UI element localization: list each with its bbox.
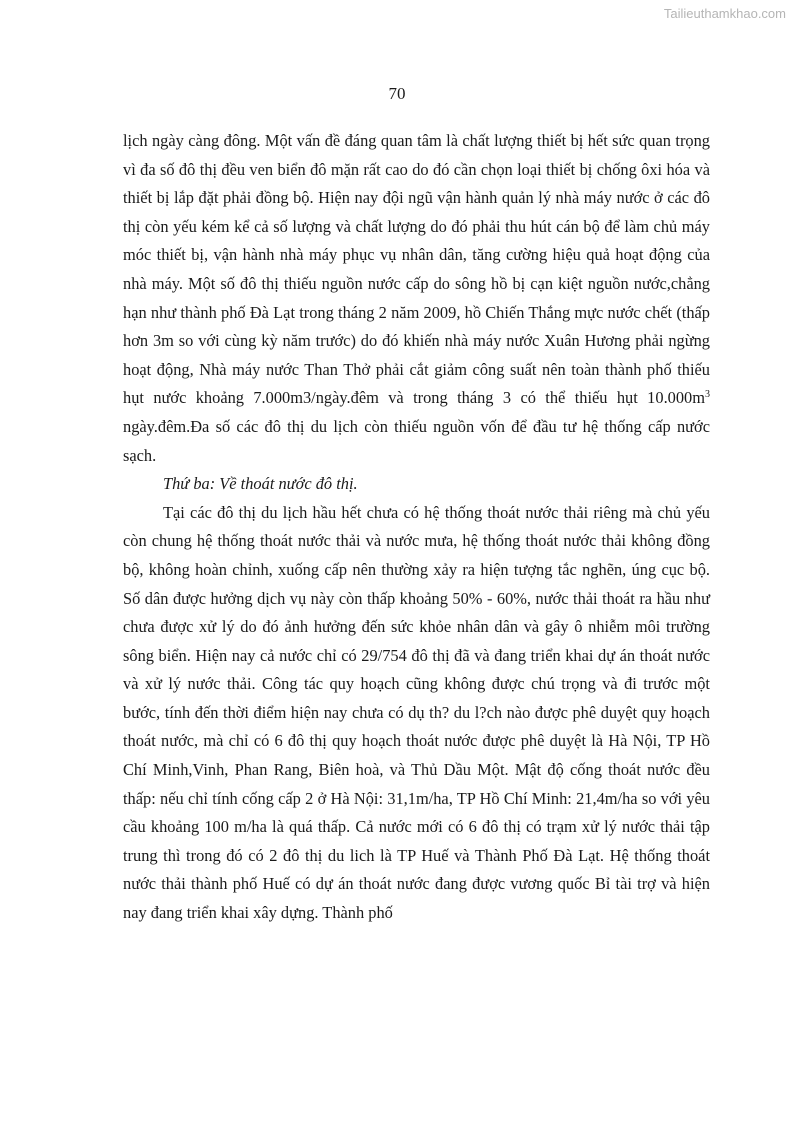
section-heading: Thứ ba: Về thoát nước đô thị. — [163, 474, 358, 494]
paragraph-text: lịch ngày càng đông. Một vấn đề đáng quan tâm là chất lượng thiết bị hết sức quan trọng vì đa số đô thị đều ven biển đô mặn rất cao do đó cần chọn loại thiết bị chống ôxi hóa và thiết bị lắp đặt phải đồng bộ. Hiện nay đội ngũ vận hành quản lý nhà máy nước ở các đô thị còn yếu kém kể cả số lượng và chất lượng do đó phải thu hút cán bộ để làm chủ máy móc thiết bị, vận hành nhà máy phục vụ nhân dân, tăng cường hiệu quả hoạt động của nhà máy. Một số đô thị thiếu nguồn nước cấp do sông hồ bị cạn kiệt nguồn nước,chẳng hạn như thành phố Đà Lạt trong tháng 2 năm 2009, hồ Chiến Thắng mực nước chết (thấp hơn 3m so với cùng kỳ năm trước) do đó khiến nhà máy nước Xuân Hương phải ngừng hoạt động, Nhà máy nước Than Thở phải cắt giảm công suất nên toàn thành phố thiếu hụt nước khoảng 7.000m3/ngày.đêm và trong tháng 3 có thể thiếu hụt 10.000m — [123, 131, 710, 408]
superscript: 3 — [705, 389, 710, 401]
paragraph-water-supply — [123, 127, 710, 470]
paragraph-text-continued: ngày.đêm.Đa số các đô thị du lịch còn thiếu nguồn vốn để đầu tư hệ thống cấp nước sạch. — [123, 416, 710, 465]
paragraph-drainage: Tại các đô thị du lịch hầu hết chưa có hệ thống thoát nước thải riêng mà chủ yếu còn chung hệ thống thoát nước thải và nước mưa, hệ thống thoát nước thải không đồng bộ, không hoàn chỉnh, xuống cấp nên thường xảy ra hiện tượng tắc nghẽn, úng cục bộ. Số dân được hưởng dịch vụ này còn thấp khoảng 50% - 60%, nước thải thoát ra hầu như chưa được xử lý do đó ảnh hưởng đến sức khỏe nhân dân và gây ô nhiễm môi trường sông biển. Hiện nay cả nước chỉ có 29/754 đô thị đã và đang triển khai dự án thoát nước và xử lý nước thải. Công tác quy hoạch cũng không được chú trọng và đi trước một bước, tính đến thời điểm hiện nay chưa có dụ th? du l?ch nào được phê duyệt quy hoạch thoát nước, mà chỉ có 6 đô thị quy hoạch thoát nước được phê duyệt là Hà Nội, TP Hồ Chí Minh,Vinh, Phan Rang, Biên hoà, và Thủ Dầu Một. Mật độ cống thoát nước đều thấp: nếu chỉ tính cống cấp 2 ở Hà Nội: 31,1m/ha, TP Hồ Chí Minh: 21,4m/ha so với yêu cầu khoảng 100 m/ha là quá thấp. Cả nước mới có 6 đô thị có trạm xử lý nước thải tập trung thì trong đó có 2 đô thị du lich là TP Huế và Thành Phố Đà Lạt. Hệ thống thoát nước thải thành phố Huế có dự án thoát nước đang được vương quốc Bỉ tài trợ và hiện nay đang triển khai xây dựng. Thành phố — [123, 502, 710, 923]
document-body — [123, 127, 710, 928]
watermark: Tailieuthamkhao.com — [663, 6, 786, 21]
page-number: 70 — [388, 84, 406, 103]
